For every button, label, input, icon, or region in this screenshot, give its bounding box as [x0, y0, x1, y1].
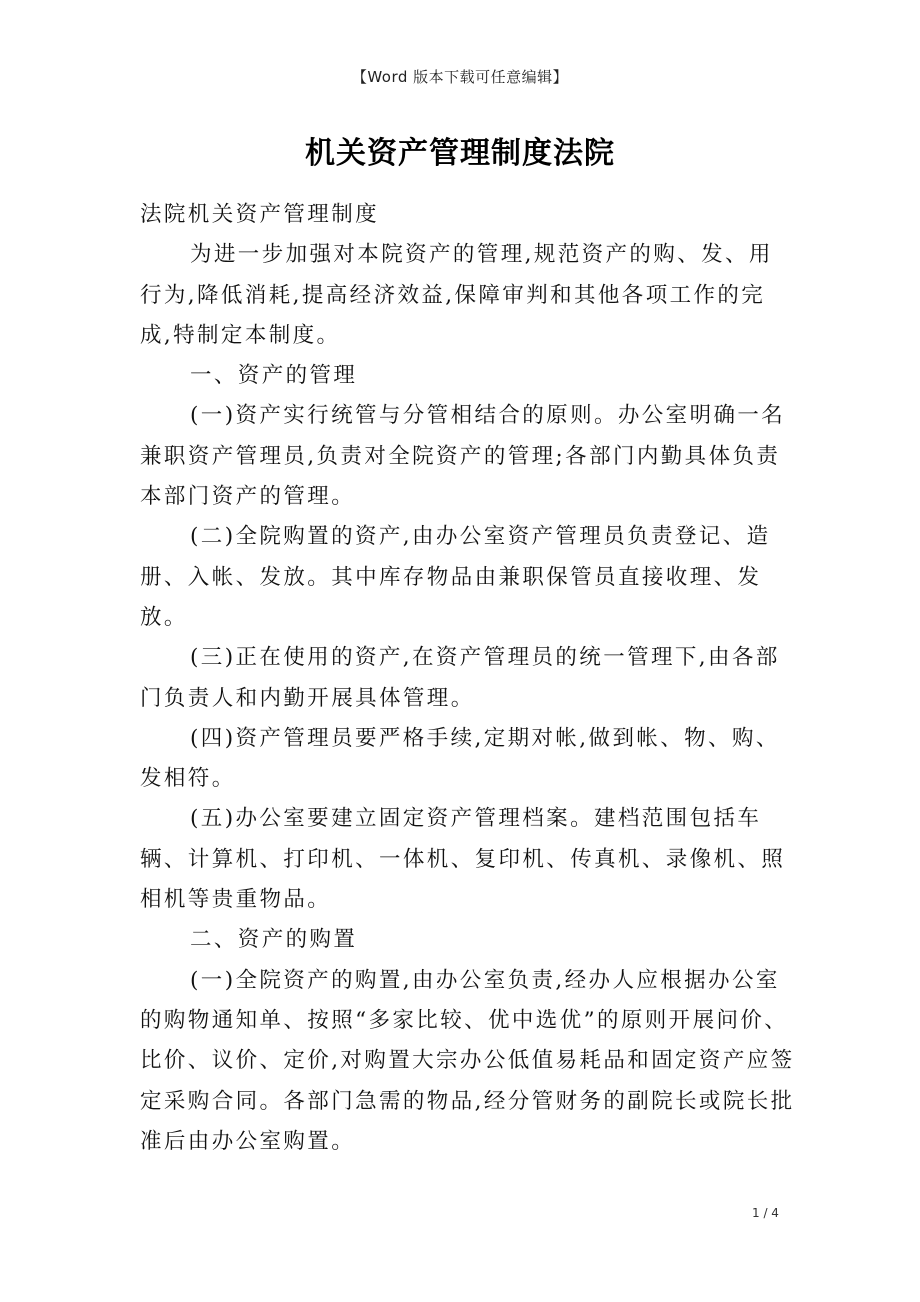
section-heading-asset-management: 一、资产的管理	[190, 363, 358, 389]
paragraph-management-2: (二)全院购置的资产,由办公室资产管理员负责登记、造册、入帐、发放。其中库存物品由兼职保管员直接收理、发放。	[140, 524, 771, 630]
paragraph-management-4: (四)资产管理员要严格手续,定期对帐,做到帐、物、购、发相符。	[140, 725, 780, 792]
paragraph-intro: 为进一步加强对本院资产的管理,规范资产的购、发、用行为,降低消耗,提高经济效益,保障审判和其他各项工作的完成,特制定本制度。	[140, 242, 773, 348]
section-heading-asset-purchase: 二、资产的购置	[190, 927, 358, 953]
header-note: 【Word 版本下载可任意编辑】	[351, 68, 569, 86]
paragraph-purchase-1: (一)全院资产的购置,由办公室负责,经办人应根据办公室的购物通知单、按照“多家比较、优中选优”的原则开展问价、比价、议价、定价,对购置大宗办公低值易耗品和固定资产应签定采购合同。各部门急需的物品,经分管财务的副院长或院长批准后由办公室购置。	[140, 967, 795, 1154]
paragraph-management-3: (三)正在使用的资产,在资产管理员的统一管理下,由各部门负责人和内勤开展具体管理。	[140, 645, 780, 711]
document-subtitle: 法院机关资产管理制度	[140, 202, 380, 227]
page-number: 1 / 4	[752, 1206, 779, 1220]
paragraph-management-5: (五)办公室要建立固定资产管理档案。建档范围包括车辆、计算机、打印机、一体机、复印机、传真机、录像机、照相机等贵重物品。	[140, 806, 786, 913]
paragraph-management-1: (一)资产实行统管与分管相结合的原则。办公室明确一名兼职资产管理员,负责对全院资产的管理;各部门内勤具体负责本部门资产的管理。	[140, 403, 786, 510]
document-body	[140, 195, 796, 1162]
document-title: 机关资产管理制度法院	[305, 136, 615, 171]
